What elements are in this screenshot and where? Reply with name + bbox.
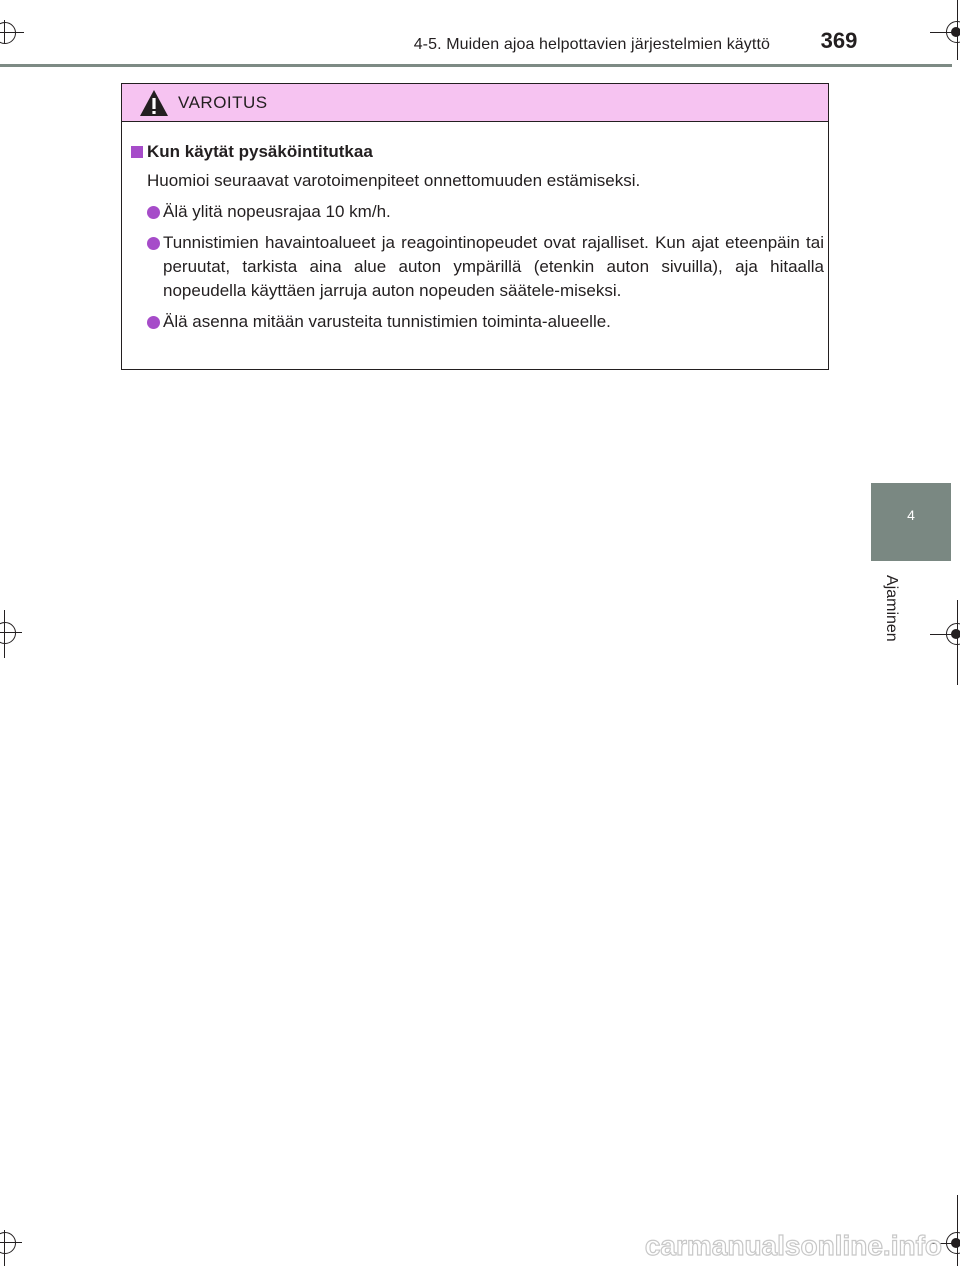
page-number: 369 bbox=[820, 28, 858, 53]
section-heading bbox=[128, 140, 824, 164]
list-item bbox=[128, 231, 824, 303]
bullet-dot-icon bbox=[147, 237, 160, 250]
list-item-text: Älä asenna mitään varusteita tunnistimien toiminta-alueelle. bbox=[163, 312, 611, 331]
list-item-text: Tunnistimien havaintoalueet ja reagointinopeudet ovat rajalliset. Kun ajat eteenpäin tai peruutat, tarkista aina alue auton ympärillä (etenkin auton sivuilla), aja hitaalla nopeudella käyttäen jarruja auton nopeuden säätele-miseksi. bbox=[163, 233, 824, 300]
list-item bbox=[128, 200, 824, 224]
warning-triangle-icon bbox=[139, 89, 169, 117]
warning-box bbox=[121, 83, 829, 370]
chapter-tab bbox=[871, 483, 951, 561]
page-header-title: 4-5. Muiden ajoa helpottavien järjestelmien käyttö bbox=[413, 36, 770, 53]
watermark bbox=[556, 1228, 946, 1262]
warning-title: VAROITUS bbox=[178, 93, 268, 112]
list-item bbox=[128, 310, 824, 334]
watermark-text: carmanualsonline.info bbox=[644, 1230, 942, 1261]
warning-section bbox=[128, 140, 824, 334]
bullet-dot-icon bbox=[147, 316, 160, 329]
header-divider bbox=[0, 64, 952, 67]
list-item-text: Älä ylitä nopeusrajaa 10 km/h. bbox=[163, 202, 391, 221]
warning-header bbox=[122, 84, 828, 122]
section-heading-text: Kun käytät pysäköintitutkaa bbox=[147, 142, 373, 161]
square-bullet-icon bbox=[131, 146, 143, 158]
chapter-label: Ajaminen bbox=[883, 575, 900, 642]
section-intro: Huomioi seuraavat varotoimenpiteet onnettomuuden estämiseksi. bbox=[147, 171, 641, 190]
bullet-dot-icon bbox=[147, 206, 160, 219]
chapter-number: 4 bbox=[907, 507, 915, 523]
